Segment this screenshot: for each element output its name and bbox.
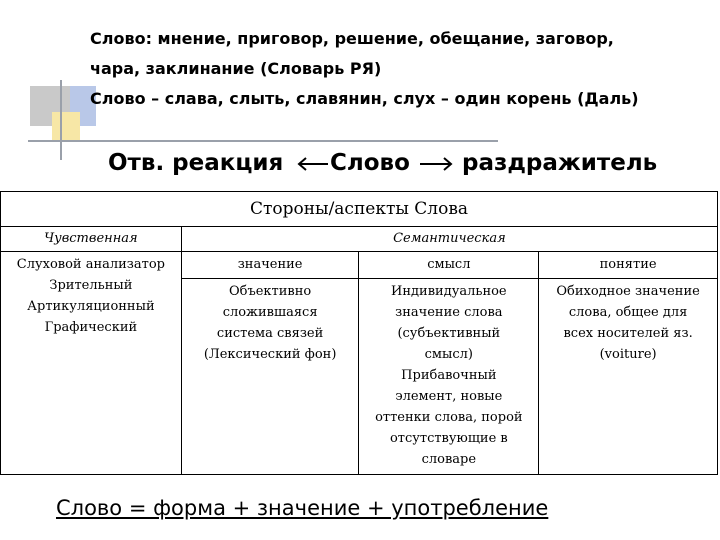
header-line-1: Слово: мнение, приговор, решение, обещание, заговор, bbox=[90, 29, 614, 48]
sense-header: смысл bbox=[359, 252, 539, 279]
text-line: значение слова bbox=[395, 305, 503, 320]
concept-description bbox=[539, 279, 718, 475]
concept-header: понятие bbox=[539, 252, 718, 279]
text-line: система связей bbox=[216, 326, 324, 341]
semantic-header: Семантическая bbox=[181, 227, 717, 252]
header-text bbox=[90, 24, 715, 114]
text-line: всех носителей яз. bbox=[563, 326, 693, 341]
reaction-response-label: Отв. реакция bbox=[108, 150, 284, 176]
sensory-item: Артикуляционный bbox=[27, 299, 155, 314]
word-formula: Слово = форма + значение + употребление bbox=[56, 496, 549, 520]
text-line: Объективно bbox=[228, 284, 312, 299]
text-line: смысл) bbox=[424, 347, 474, 362]
meaning-header: значение bbox=[181, 252, 359, 279]
decor-horizontal-rule bbox=[28, 140, 498, 142]
sensory-item: Графический bbox=[44, 320, 138, 335]
text-line: словаре bbox=[421, 452, 477, 467]
meaning-description bbox=[181, 279, 359, 475]
text-line: сложившаяся bbox=[222, 305, 318, 320]
text-line: (Лексический фон) bbox=[203, 347, 337, 362]
reaction-word-label: Слово bbox=[330, 150, 410, 176]
arrow-left-icon bbox=[296, 156, 330, 172]
reaction-scheme bbox=[0, 146, 720, 182]
text-line: (voiture) bbox=[599, 347, 657, 362]
sensory-list bbox=[1, 252, 182, 475]
text-line: отсутствующие в bbox=[389, 431, 508, 446]
text-line: оттенки слова, порой bbox=[375, 410, 523, 425]
aspects-table bbox=[0, 191, 718, 475]
reaction-stimulus-label: раздражитель bbox=[462, 150, 658, 176]
sensory-header: Чувственная bbox=[1, 227, 182, 252]
text-line: Индивидуальное bbox=[391, 284, 507, 299]
header-line-2: чара, заклинание (Словарь РЯ) bbox=[90, 59, 382, 78]
sense-description bbox=[359, 279, 539, 475]
sensory-item: Слуховой анализатор bbox=[16, 257, 165, 272]
text-line: Обиходное значение bbox=[556, 284, 700, 299]
text-line: Прибавочный bbox=[401, 368, 497, 383]
sensory-item: Зрительный bbox=[49, 278, 133, 293]
text-line: (субъективный bbox=[397, 326, 501, 341]
table-title: Стороны/аспекты Слова bbox=[1, 192, 718, 227]
header-line-3: Слово – слава, слыть, славянин, слух – один корень (Даль) bbox=[90, 89, 639, 108]
decor-yellow-square bbox=[52, 112, 80, 142]
text-line: элемент, новые bbox=[395, 389, 503, 404]
text-line: слова, общее для bbox=[568, 305, 688, 320]
arrow-right-icon bbox=[418, 156, 454, 172]
